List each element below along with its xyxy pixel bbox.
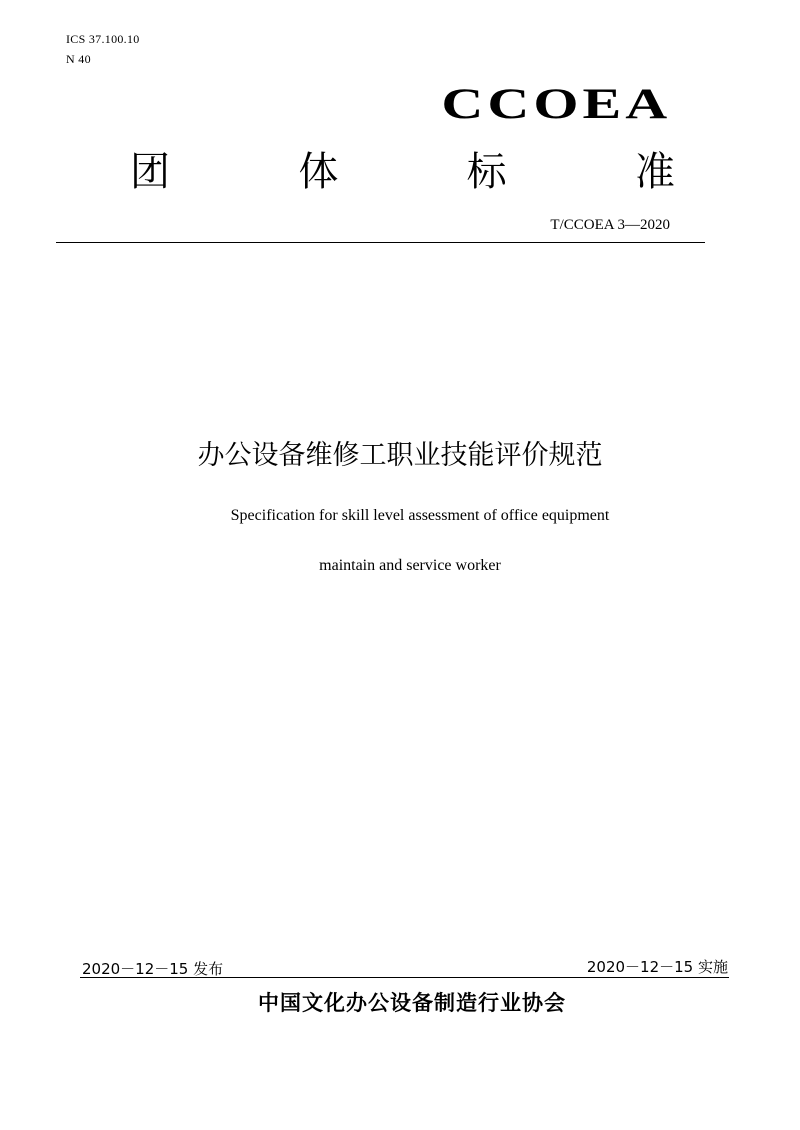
- standard-number: T/CCOEA 3—2020: [550, 217, 670, 233]
- publish-date: 2020－12－15 发布: [82, 960, 224, 978]
- standard-type-char: 体: [298, 149, 339, 195]
- issuing-organization: 中国文化办公设备制造行业协会: [258, 991, 566, 1015]
- standard-type-char: 准: [634, 149, 675, 195]
- header-divider: [56, 242, 705, 243]
- document-title-english-line2: maintain and service worker: [319, 557, 501, 574]
- implementation-date: 2020－12－15 实施: [586, 958, 728, 976]
- standard-type-char: 标: [466, 149, 507, 195]
- standard-type: [130, 147, 675, 197]
- ccoea-logo: CCOEA: [441, 81, 671, 128]
- ics-code: ICS 37.100.10: [66, 32, 140, 46]
- document-title-english-line1: Specification for skill level assessment of office equipment: [230, 507, 610, 524]
- ccs-code: N 40: [66, 52, 91, 66]
- standard-type-char: 团: [130, 149, 170, 195]
- footer-divider: [80, 977, 729, 978]
- document-title-chinese: 办公设备维修工职业技能评价规范: [197, 440, 603, 471]
